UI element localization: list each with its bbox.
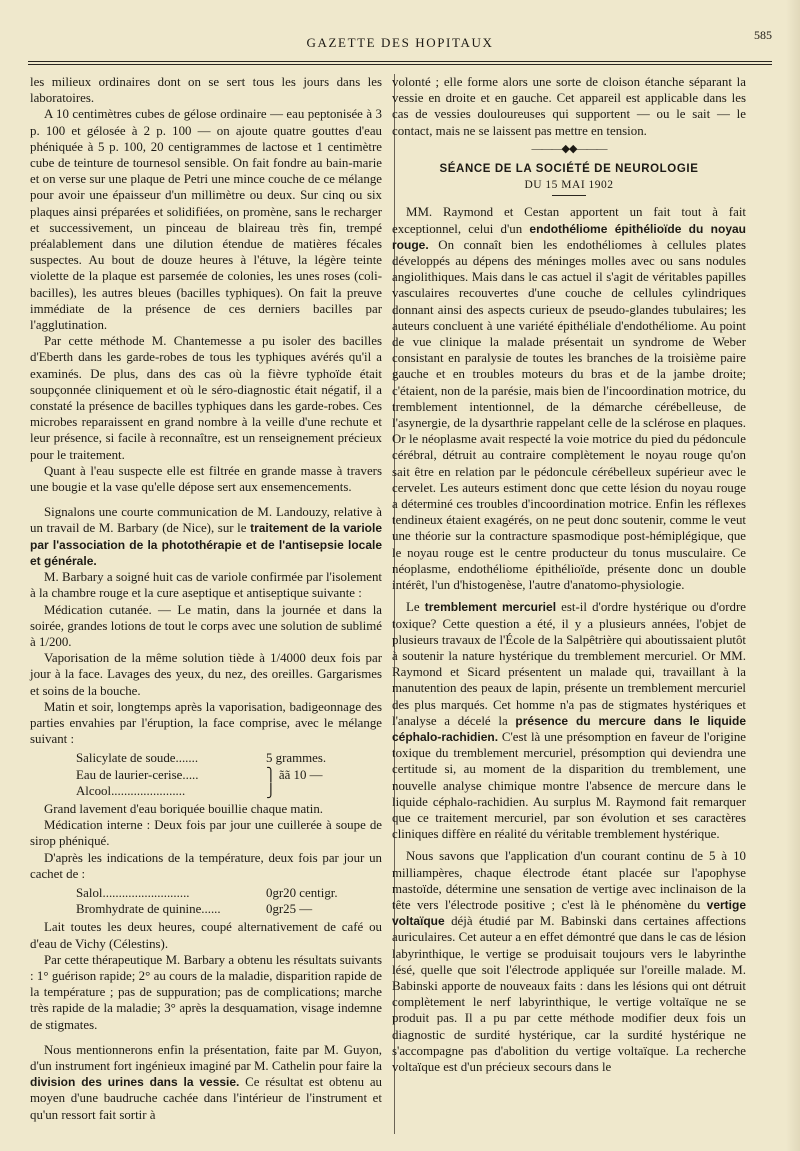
text-run: C'est là une présomption en faveur de l'origine toxique du tremblement mercuriel, présomption qui deviendra une certitude si, au moment de la disparition du tremblement, une nouvelle analyse chimique montre l'absence de mercure dans le liquide céphalo-rachidien. Au surplus M. Raymond fait remarquer que ce traitement mercuriel, par son évolution et ses caractères cliniques diffère en réalité du véritable tremblement hystérique.: [392, 729, 746, 842]
paragraph: Par cette thérapeutique M. Barbary a obtenu les résultats suivants : 1° guérison rapide; 2° au cours de la maladie, disparition rapide de la température ; pas de suppuration; pas de complications; marche très rapide de la maladie; 3° après la desquamation, visage indemne de stigmates.: [30, 952, 382, 1032]
paragraph: Médication cutanée. — Le matin, dans la journée et dans la soirée, grandes lotions de tout le corps avec une solution de sublimé à 1/200.: [30, 602, 382, 649]
recipe-line: Eau de laurier-cerise..... ⎫ ãã 10 —: [76, 767, 323, 782]
text-run: On connaît bien les endothéliomes à cellules plates développés au dépens des méninges molles avec ou sans nodules angiolithiques. Mais dans le cas actuel il s'agit de véritables papilles vasculaires recouvertes d'une couche de cellules cylindriques donnant ainsi des aspects curieux de pseudo-glandes tubulaires; les auteurs concluent à une variété épithéliale d'endothéliome. Au point de vue clinique la malade présentait un syndrome de Weber consistant en paralysie de toutes les branches de la troisième paire gauche et en troubles moteurs du bras et de la jambe droite; c'étaient, non de la parésie, mais bien de l'incoordination motrice, du tremblement intentionnel, de la démarche cérébelleuse, de l'asynergie, de la dysarthrie rappelant celle de la sclérose en plaques. Or le néoplasme avait respecté la voie motrice du pied du pédoncule cérébral, détruit au contraire complètement le noyau rouge qu'on sait être en relation par le pédoncule cérébelleux supérieur avec le cervelet. Les auteurs estiment donc que cette lésion du noyau rouge a déterminé ces troubles d'incoordination motrice. Enfin les réflexes tendineux étaient exagérés, on ne peut donc soutenir, comme le veut une théorie sur la contracture spasmodique post-hémiplégique, que le noyau rouge est le centre producteur du tonus musculaire. Ce néoplasme, endothéliome épithélioïde, présente donc un double intérêt, l'un d'histogenèse, l'autre d'anatomo-physiologie.: [392, 237, 746, 593]
paragraph: D'après les indications de la température, deux fois par jour un cachet de :: [30, 850, 382, 881]
recipe-2: [30, 885, 382, 917]
paragraph: Grand lavement d'eau boriquée bouillie chaque matin.: [44, 801, 324, 816]
paper-edge-shading: [786, 0, 800, 1151]
paragraph: Vaporisation de la même solution tiède à 1/4000 deux fois par jour à la face. Lavages des yeux, du nez, des oreilles. Gargarismes et soins de la bouche.: [30, 651, 382, 698]
recipe-line: Salol........................... 0gr20 centigr.: [76, 885, 338, 900]
bold-topic: division des urines dans la vessie.: [30, 1075, 240, 1090]
paragraph: Matin et soir, longtemps après la vaporisation, badigeonnage des parties envahies par l'éruption, la face comprise, avec le mélange suivant :: [30, 699, 382, 747]
right-column: [392, 74, 746, 1075]
paragraph: les milieux ordinaires dont on se sert tous les jours dans les laboratoires.: [30, 75, 382, 106]
page-number: 585: [754, 28, 772, 42]
section-date: DU 15 MAI 1902: [524, 179, 614, 192]
paragraph: A 10 centimètres cubes de gélose ordinaire — eau peptonisée à 3 p. 100 et gélosée à 2 p. 100 — on ajoute quatre gouttes d'eau phéniquée à 5 p. 100, 20 centigrammes de lactose et 1 centimètre cube de teinture de tournesol sensible. On fait fondre au bain-marie et on verse sur une plaque de Petri une mince couche de ce mélange pour avoir une épaisseur d'un millimètre ou deux. Sur cinq ou six plaques ainsi préparées et solidifiées, on promène, sans le recharger et successivement, un pinceau de blaireau très fin, trempé préalablement dans une dilution étendue de matières fécales suspectes. Au bout de douze heures à l'étuve, la légère teinte violette de la plaque est parsemée de colonies, les unes roses (coli-bacilles), les autres bleues (bacilles typhiques). On fait la preuve immédiate de la présence de ces derniers bacilles par l'agglutination.: [30, 107, 382, 333]
paragraph: Quant à l'eau suspecte elle est filtrée en grande masse à travers une bougie et la vase qu'elle dépose sert aux ensemencements.: [30, 463, 382, 495]
paragraph: [30, 1042, 382, 1123]
recipe-line: Bromhydrate de quinine...... 0gr25 —: [76, 902, 313, 917]
journal-title: GAZETTE DES HOPITAUX: [306, 35, 494, 50]
header-rule-top: [28, 61, 772, 62]
text-run: Nous savons que l'application d'un courant continu de 5 à 10 milliampères, chaque électrode étant placée sur l'apophyse mastoïde, détermine une sensation de vertige avec inclinaison de la tête vers l'électrode positive ; c'est là le phénomène du: [392, 849, 746, 912]
paragraph: Médication interne : Deux fois par jour une cuillerée à soupe de sirop phéniqué.: [30, 818, 382, 849]
page-header: [28, 28, 772, 54]
text-run: Ce résultat est obtenu au moyen d'une baudruche cachée dans l'intérieur de l'instrument et qu'un ressort fait sortir à: [30, 1075, 382, 1122]
left-column: [30, 74, 382, 1123]
section-title: SÉANCE DE LA SOCIÉTÉ DE NEUROLOGIE: [439, 163, 699, 176]
text-run: est-il d'ordre hystérique ou d'ordre toxique? Cette question a été, il y a plusieurs années, l'objet de plusieurs travaux de l'École de la Salpêtrière qui aboutissaient plutôt à soutenir la nature hystérique du tremblement mercuriel. Or MM. Raymond et Sicard présentent un malade qui, travaillant à la manutention des peaux de lapin, présente un tremblement mercuriel des plus marqués. Cet homme n'a pas de stigmates hystériques et l'analyse a décelé la: [392, 600, 746, 728]
paragraph: M. Barbary a soigné huit cas de variole confirmée par l'isolement à la chambre rouge et la cure aseptique et antiseptique suivante :: [30, 570, 382, 601]
bold-topic: tremblement mercuriel: [424, 600, 557, 615]
bold-topic: vertige voltaïque: [392, 897, 746, 929]
text-run: Le: [406, 600, 425, 615]
recipe-1: [30, 750, 382, 799]
bold-topic: présence du mercure dans le liquide céphalo-rachidien.: [392, 713, 746, 744]
bold-topic: endothéliome épithélioïde du noyau rouge.: [392, 221, 746, 252]
paragraph: Lait toutes les deux heures, coupé alternativement de café ou d'eau de Vichy (Célestins).: [30, 920, 382, 951]
text-run: MM. Raymond et Cestan apportent un fait tout à fait exceptionnel, celui d'un: [392, 205, 746, 236]
paragraph: [30, 504, 382, 569]
text-run: déjà étudié par M. Babinski dans certaines affections auriculaires. Cet auteur a en effet démontré que dans le cas de lésion labyrinthique, le vertige se produisait toujours vers le labyrinthe lésé, quelle que soit l'électrode appliquée sur l'oreille malade. M. Babinski apporte de nouveaux faits : dans les lésions qui ont détruit complètement le nerf labyrinthique, le vertige voltaïque ne se produit pas. Il a pu par cette méthode modifier deux fois un diagnostic de surdité hystérique, car la surdité hystérique ne s'accompagne pas d'abolition du vertige voltaïque. La recherche voltaïque est d'un précieux secours dans le: [392, 914, 746, 1074]
ornament-separator: ———◆◆———: [531, 142, 607, 155]
paragraph: [392, 204, 746, 593]
paragraph: [392, 599, 746, 842]
text-run: Nous mentionnerons enfin la présentation, faite par M. Guyon, d'un instrument fort ingénieux imaginé par M. Cathelin pour faire la: [30, 1042, 382, 1073]
paragraph: Par cette méthode M. Chantemesse a pu isoler des bacilles d'Eberth dans les garde-robes de tous les typhiques avérés qu'il a examinés. De plus, dans des cas où la fièvre typhoïde était soupçonnée cliniquement et où le séro-diagnostic était négatif, il a constaté la présence de bacilles typhiques dans les garde-robes. Ces microbes reparaissent en grand nombre à la veille d'une rechute et leur présence, si facile à reconnaître, est un renseignement précieux pour le traitement.: [30, 334, 382, 462]
recipe-line: Salicylate de soude....... 5 grammes.: [76, 751, 327, 766]
paragraph: volonté ; elle forme alors une sorte de cloison étanche séparant la vessie en droite et en gauche. Cet appareil est applicable dans les cas de vessies douloureuses qui supportent — ou le sait — le contact, mais ne se laissent pas mettre en tension.: [392, 75, 746, 138]
recipe-line: Alcool....................... ⎭: [76, 783, 276, 798]
text-run: Signalons une courte communication de M. Landouzy, relative à un travail de M. Barbary (de Nice), sur le: [30, 505, 382, 536]
section-rule: [552, 195, 586, 196]
paragraph: [392, 848, 746, 1075]
bold-topic: traitement de la variole par l'association de la photothérapie et de l'antisepsie locale et générale.: [30, 521, 382, 568]
header-rule-bottom: [28, 64, 772, 65]
